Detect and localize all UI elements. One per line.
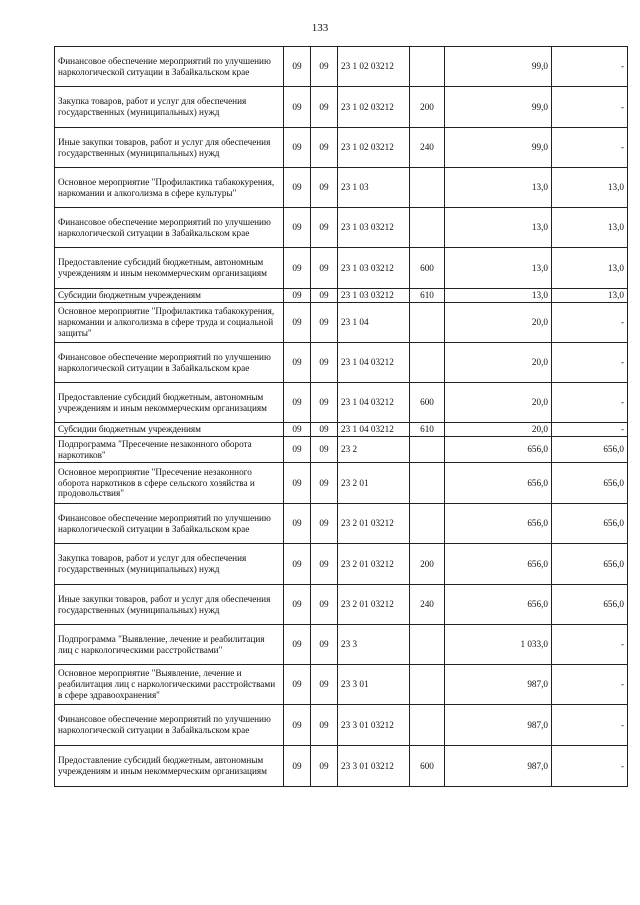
row-expense-type-cell	[410, 463, 445, 504]
row-section-cell: 09	[284, 383, 311, 423]
row-amount-next-cell: 656,0	[552, 585, 628, 625]
row-name-cell: Основное мероприятие "Пресечение незаконного оборота наркотиков в сфере сельского хозяйства и продовольствия"	[55, 463, 284, 504]
row-expense-type-cell: 610	[410, 423, 445, 437]
row-target-code-cell: 23 3 01	[338, 665, 410, 705]
row-amount-next-cell: 656,0	[552, 437, 628, 463]
row-subsection-cell: 09	[311, 705, 338, 746]
row-amount-cell: 656,0	[445, 504, 552, 544]
row-target-code-cell: 23 1 03	[338, 168, 410, 208]
row-name-cell: Подпрограмма "Выявление, лечение и реабилитация лиц с наркологическими расстройствами"	[55, 625, 284, 665]
row-target-code-cell: 23 1 04 03212	[338, 343, 410, 383]
table-row	[55, 343, 628, 383]
row-amount-next-cell: -	[552, 128, 628, 168]
row-expense-type-cell: 240	[410, 585, 445, 625]
row-expense-type-cell	[410, 343, 445, 383]
row-subsection-cell: 09	[311, 168, 338, 208]
row-target-code-cell: 23 1 03 03212	[338, 208, 410, 248]
table-row	[55, 665, 628, 705]
row-target-code-cell: 23 1 03 03212	[338, 289, 410, 303]
row-target-code-cell: 23 2 01 03212	[338, 544, 410, 585]
row-target-code-cell: 23 3 01 03212	[338, 746, 410, 787]
row-expense-type-cell: 600	[410, 746, 445, 787]
row-name-cell: Иные закупки товаров, работ и услуг для обеспечения государственных (муниципальных) нужд	[55, 585, 284, 625]
row-amount-cell: 656,0	[445, 437, 552, 463]
row-name-cell: Финансовое обеспечение мероприятий по улучшению наркологической ситуации в Забайкальском крае	[55, 504, 284, 544]
row-amount-next-cell: 656,0	[552, 504, 628, 544]
row-target-code-cell: 23 3	[338, 625, 410, 665]
row-expense-type-cell	[410, 208, 445, 248]
table-row	[55, 746, 628, 787]
row-amount-next-cell: -	[552, 87, 628, 128]
row-amount-next-cell: -	[552, 343, 628, 383]
row-subsection-cell: 09	[311, 544, 338, 585]
row-section-cell: 09	[284, 625, 311, 665]
row-section-cell: 09	[284, 343, 311, 383]
table-row	[55, 383, 628, 423]
row-name-cell: Финансовое обеспечение мероприятий по улучшению наркологической ситуации в Забайкальском крае	[55, 47, 284, 87]
row-amount-next-cell: 656,0	[552, 463, 628, 504]
row-subsection-cell: 09	[311, 746, 338, 787]
row-amount-cell: 99,0	[445, 87, 552, 128]
row-amount-next-cell: -	[552, 746, 628, 787]
row-section-cell: 09	[284, 87, 311, 128]
row-amount-cell: 1 033,0	[445, 625, 552, 665]
table-row	[55, 87, 628, 128]
page-number: 133	[311, 22, 329, 34]
row-expense-type-cell: 240	[410, 128, 445, 168]
row-amount-next-cell: -	[552, 423, 628, 437]
table-row	[55, 504, 628, 544]
row-section-cell: 09	[284, 423, 311, 437]
row-amount-next-cell: -	[552, 665, 628, 705]
row-name-cell: Субсидии бюджетным учреждениям	[55, 423, 284, 437]
row-subsection-cell: 09	[311, 423, 338, 437]
row-subsection-cell: 09	[311, 585, 338, 625]
row-subsection-cell: 09	[311, 437, 338, 463]
row-expense-type-cell: 200	[410, 87, 445, 128]
row-name-cell: Основное мероприятие "Профилактика табакокурения, наркомании и алкоголизма в сфере труда и социальной защиты"	[55, 303, 284, 343]
row-amount-next-cell: 13,0	[552, 248, 628, 289]
row-amount-cell: 987,0	[445, 705, 552, 746]
table-row	[55, 585, 628, 625]
row-amount-cell: 20,0	[445, 383, 552, 423]
row-amount-cell: 13,0	[445, 248, 552, 289]
row-section-cell: 09	[284, 128, 311, 168]
row-section-cell: 09	[284, 47, 311, 87]
row-target-code-cell: 23 1 02 03212	[338, 87, 410, 128]
row-name-cell: Предоставление субсидий бюджетным, автономным учреждениям и иным некоммерческим организациям	[55, 248, 284, 289]
row-amount-cell: 99,0	[445, 47, 552, 87]
table-row	[55, 625, 628, 665]
row-target-code-cell: 23 1 02 03212	[338, 47, 410, 87]
row-section-cell: 09	[284, 289, 311, 303]
row-expense-type-cell	[410, 665, 445, 705]
row-subsection-cell: 09	[311, 87, 338, 128]
row-amount-cell: 20,0	[445, 423, 552, 437]
row-target-code-cell: 23 1 04 03212	[338, 423, 410, 437]
row-target-code-cell: 23 1 04 03212	[338, 383, 410, 423]
row-name-cell: Предоставление субсидий бюджетным, автономным учреждениям и иным некоммерческим организациям	[55, 383, 284, 423]
row-target-code-cell: 23 1 03 03212	[338, 248, 410, 289]
table-row	[55, 168, 628, 208]
row-expense-type-cell	[410, 625, 445, 665]
row-name-cell: Закупка товаров, работ и услуг для обеспечения государственных (муниципальных) нужд	[55, 544, 284, 585]
table-row	[55, 289, 628, 303]
row-amount-next-cell: -	[552, 47, 628, 87]
row-section-cell: 09	[284, 248, 311, 289]
row-amount-cell: 656,0	[445, 463, 552, 504]
row-name-cell: Субсидии бюджетным учреждениям	[55, 289, 284, 303]
row-name-cell: Финансовое обеспечение мероприятий по улучшению наркологической ситуации в Забайкальском крае	[55, 208, 284, 248]
row-subsection-cell: 09	[311, 343, 338, 383]
row-amount-next-cell: -	[552, 705, 628, 746]
table-row	[55, 544, 628, 585]
row-subsection-cell: 09	[311, 128, 338, 168]
row-section-cell: 09	[284, 705, 311, 746]
row-name-cell: Подпрограмма "Пресечение незаконного оборота наркотиков"	[55, 437, 284, 463]
row-target-code-cell: 23 1 04	[338, 303, 410, 343]
row-name-cell: Финансовое обеспечение мероприятий по улучшению наркологической ситуации в Забайкальском крае	[55, 705, 284, 746]
row-amount-next-cell: -	[552, 303, 628, 343]
row-section-cell: 09	[284, 208, 311, 248]
row-name-cell: Основное мероприятие "Профилактика табакокурения, наркомании и алкоголизма в сфере культуры"	[55, 168, 284, 208]
row-expense-type-cell: 200	[410, 544, 445, 585]
row-expense-type-cell	[410, 303, 445, 343]
table-row	[55, 248, 628, 289]
row-name-cell: Основное мероприятие "Выявление, лечение и реабилитация лиц с наркологическими расстройствами в сфере здравоохранения"	[55, 665, 284, 705]
row-expense-type-cell: 600	[410, 383, 445, 423]
row-amount-cell: 656,0	[445, 544, 552, 585]
row-amount-next-cell: -	[552, 625, 628, 665]
row-subsection-cell: 09	[311, 504, 338, 544]
row-amount-next-cell: 13,0	[552, 289, 628, 303]
row-expense-type-cell	[410, 437, 445, 463]
row-target-code-cell: 23 3 01 03212	[338, 705, 410, 746]
row-section-cell: 09	[284, 544, 311, 585]
row-expense-type-cell	[410, 705, 445, 746]
row-amount-cell: 20,0	[445, 343, 552, 383]
table-row	[55, 463, 628, 504]
row-section-cell: 09	[284, 168, 311, 208]
row-amount-cell: 13,0	[445, 208, 552, 248]
row-amount-next-cell: 656,0	[552, 544, 628, 585]
row-section-cell: 09	[284, 504, 311, 544]
row-section-cell: 09	[284, 437, 311, 463]
row-subsection-cell: 09	[311, 303, 338, 343]
row-name-cell: Предоставление субсидий бюджетным, автономным учреждениям и иным некоммерческим организациям	[55, 746, 284, 787]
row-expense-type-cell	[410, 168, 445, 208]
row-subsection-cell: 09	[311, 625, 338, 665]
row-amount-cell: 13,0	[445, 168, 552, 208]
row-amount-cell: 99,0	[445, 128, 552, 168]
table-row	[55, 437, 628, 463]
table-row	[55, 128, 628, 168]
row-subsection-cell: 09	[311, 248, 338, 289]
budget-table	[54, 46, 628, 787]
row-amount-next-cell: -	[552, 383, 628, 423]
budget-table-body	[55, 47, 628, 787]
row-target-code-cell: 23 2 01	[338, 463, 410, 504]
table-row	[55, 423, 628, 437]
row-subsection-cell: 09	[311, 383, 338, 423]
row-amount-cell: 656,0	[445, 585, 552, 625]
row-target-code-cell: 23 2 01 03212	[338, 585, 410, 625]
row-subsection-cell: 09	[311, 208, 338, 248]
row-subsection-cell: 09	[311, 463, 338, 504]
row-section-cell: 09	[284, 746, 311, 787]
row-amount-cell: 987,0	[445, 746, 552, 787]
row-section-cell: 09	[284, 303, 311, 343]
row-expense-type-cell	[410, 47, 445, 87]
table-row	[55, 208, 628, 248]
row-amount-cell: 987,0	[445, 665, 552, 705]
row-target-code-cell: 23 2 01 03212	[338, 504, 410, 544]
row-name-cell: Финансовое обеспечение мероприятий по улучшению наркологической ситуации в Забайкальском крае	[55, 343, 284, 383]
row-subsection-cell: 09	[311, 665, 338, 705]
row-section-cell: 09	[284, 665, 311, 705]
table-row	[55, 705, 628, 746]
row-amount-next-cell: 13,0	[552, 168, 628, 208]
row-section-cell: 09	[284, 463, 311, 504]
row-expense-type-cell: 610	[410, 289, 445, 303]
row-amount-cell: 20,0	[445, 303, 552, 343]
row-amount-next-cell: 13,0	[552, 208, 628, 248]
row-subsection-cell: 09	[311, 47, 338, 87]
row-target-code-cell: 23 2	[338, 437, 410, 463]
row-subsection-cell: 09	[311, 289, 338, 303]
row-section-cell: 09	[284, 585, 311, 625]
row-expense-type-cell	[410, 504, 445, 544]
row-target-code-cell: 23 1 02 03212	[338, 128, 410, 168]
row-expense-type-cell: 600	[410, 248, 445, 289]
table-row	[55, 303, 628, 343]
row-amount-cell: 13,0	[445, 289, 552, 303]
row-name-cell: Закупка товаров, работ и услуг для обеспечения государственных (муниципальных) нужд	[55, 87, 284, 128]
row-name-cell: Иные закупки товаров, работ и услуг для обеспечения государственных (муниципальных) нужд	[55, 128, 284, 168]
table-row	[55, 47, 628, 87]
